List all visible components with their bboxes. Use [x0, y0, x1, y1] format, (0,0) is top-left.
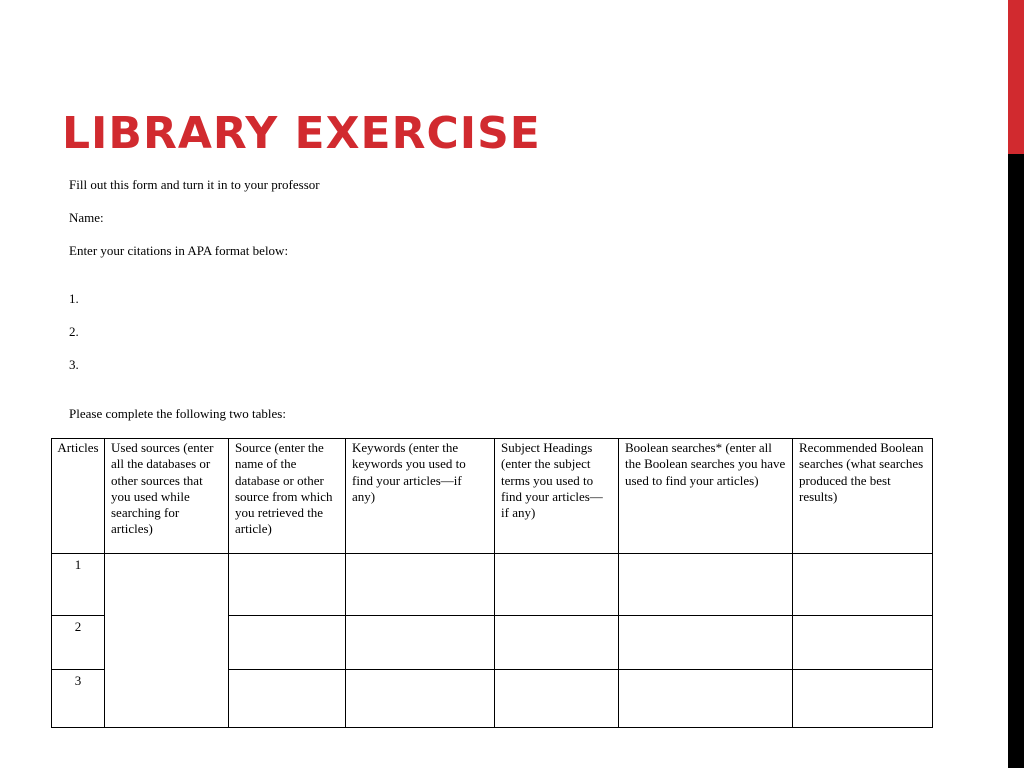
table-cell [229, 616, 346, 670]
table-cell [346, 554, 495, 616]
row-number: 1 [52, 554, 105, 616]
header-keywords: Keywords (enter the keywords you used to find your articles—if any) [346, 439, 495, 554]
slide-title: LIBRARY EXERCISE [62, 108, 541, 159]
table-cell [619, 554, 793, 616]
header-subject-headings: Subject Headings (enter the subject terms you used to find your articles— if any) [495, 439, 619, 554]
table-cell [793, 554, 933, 616]
table-cell [229, 670, 346, 728]
table-row [52, 554, 933, 616]
table-cell [229, 554, 346, 616]
header-recommended-boolean: Recommended Boolean searches (what searches produced the best results) [793, 439, 933, 554]
row-number: 3 [52, 670, 105, 728]
table-header-row [52, 439, 933, 554]
side-accent-bar-black [1008, 154, 1024, 768]
table-cell [793, 616, 933, 670]
table-cell [346, 670, 495, 728]
tables-prompt: Please complete the following two tables: [69, 406, 286, 421]
header-used-sources: Used sources (enter all the databases or other sources that you used while searching for articles) [105, 439, 229, 554]
citations-prompt: Enter your citations in APA format below: [69, 243, 289, 258]
header-articles: Articles [52, 439, 105, 554]
table-cell [495, 670, 619, 728]
citation-number-2: 2. [69, 324, 79, 339]
library-exercise-table [51, 438, 933, 728]
used-sources-cell [105, 554, 229, 728]
table-cell [793, 670, 933, 728]
name-label: Name: [69, 210, 104, 225]
citation-number-1: 1. [69, 291, 79, 306]
table-cell [619, 616, 793, 670]
header-source: Source (enter the name of the database or other source from which you retrieved the article) [229, 439, 346, 554]
table-cell [619, 670, 793, 728]
side-accent-bar-red [1008, 0, 1024, 154]
table-cell [495, 554, 619, 616]
row-number: 2 [52, 616, 105, 670]
form-instruction: Fill out this form and turn it in to your professor [69, 177, 320, 192]
header-boolean-searches: Boolean searches* (enter all the Boolean searches you have used to find your articles) [619, 439, 793, 554]
table-cell [495, 616, 619, 670]
citation-number-3: 3. [69, 357, 79, 372]
table-cell [346, 616, 495, 670]
